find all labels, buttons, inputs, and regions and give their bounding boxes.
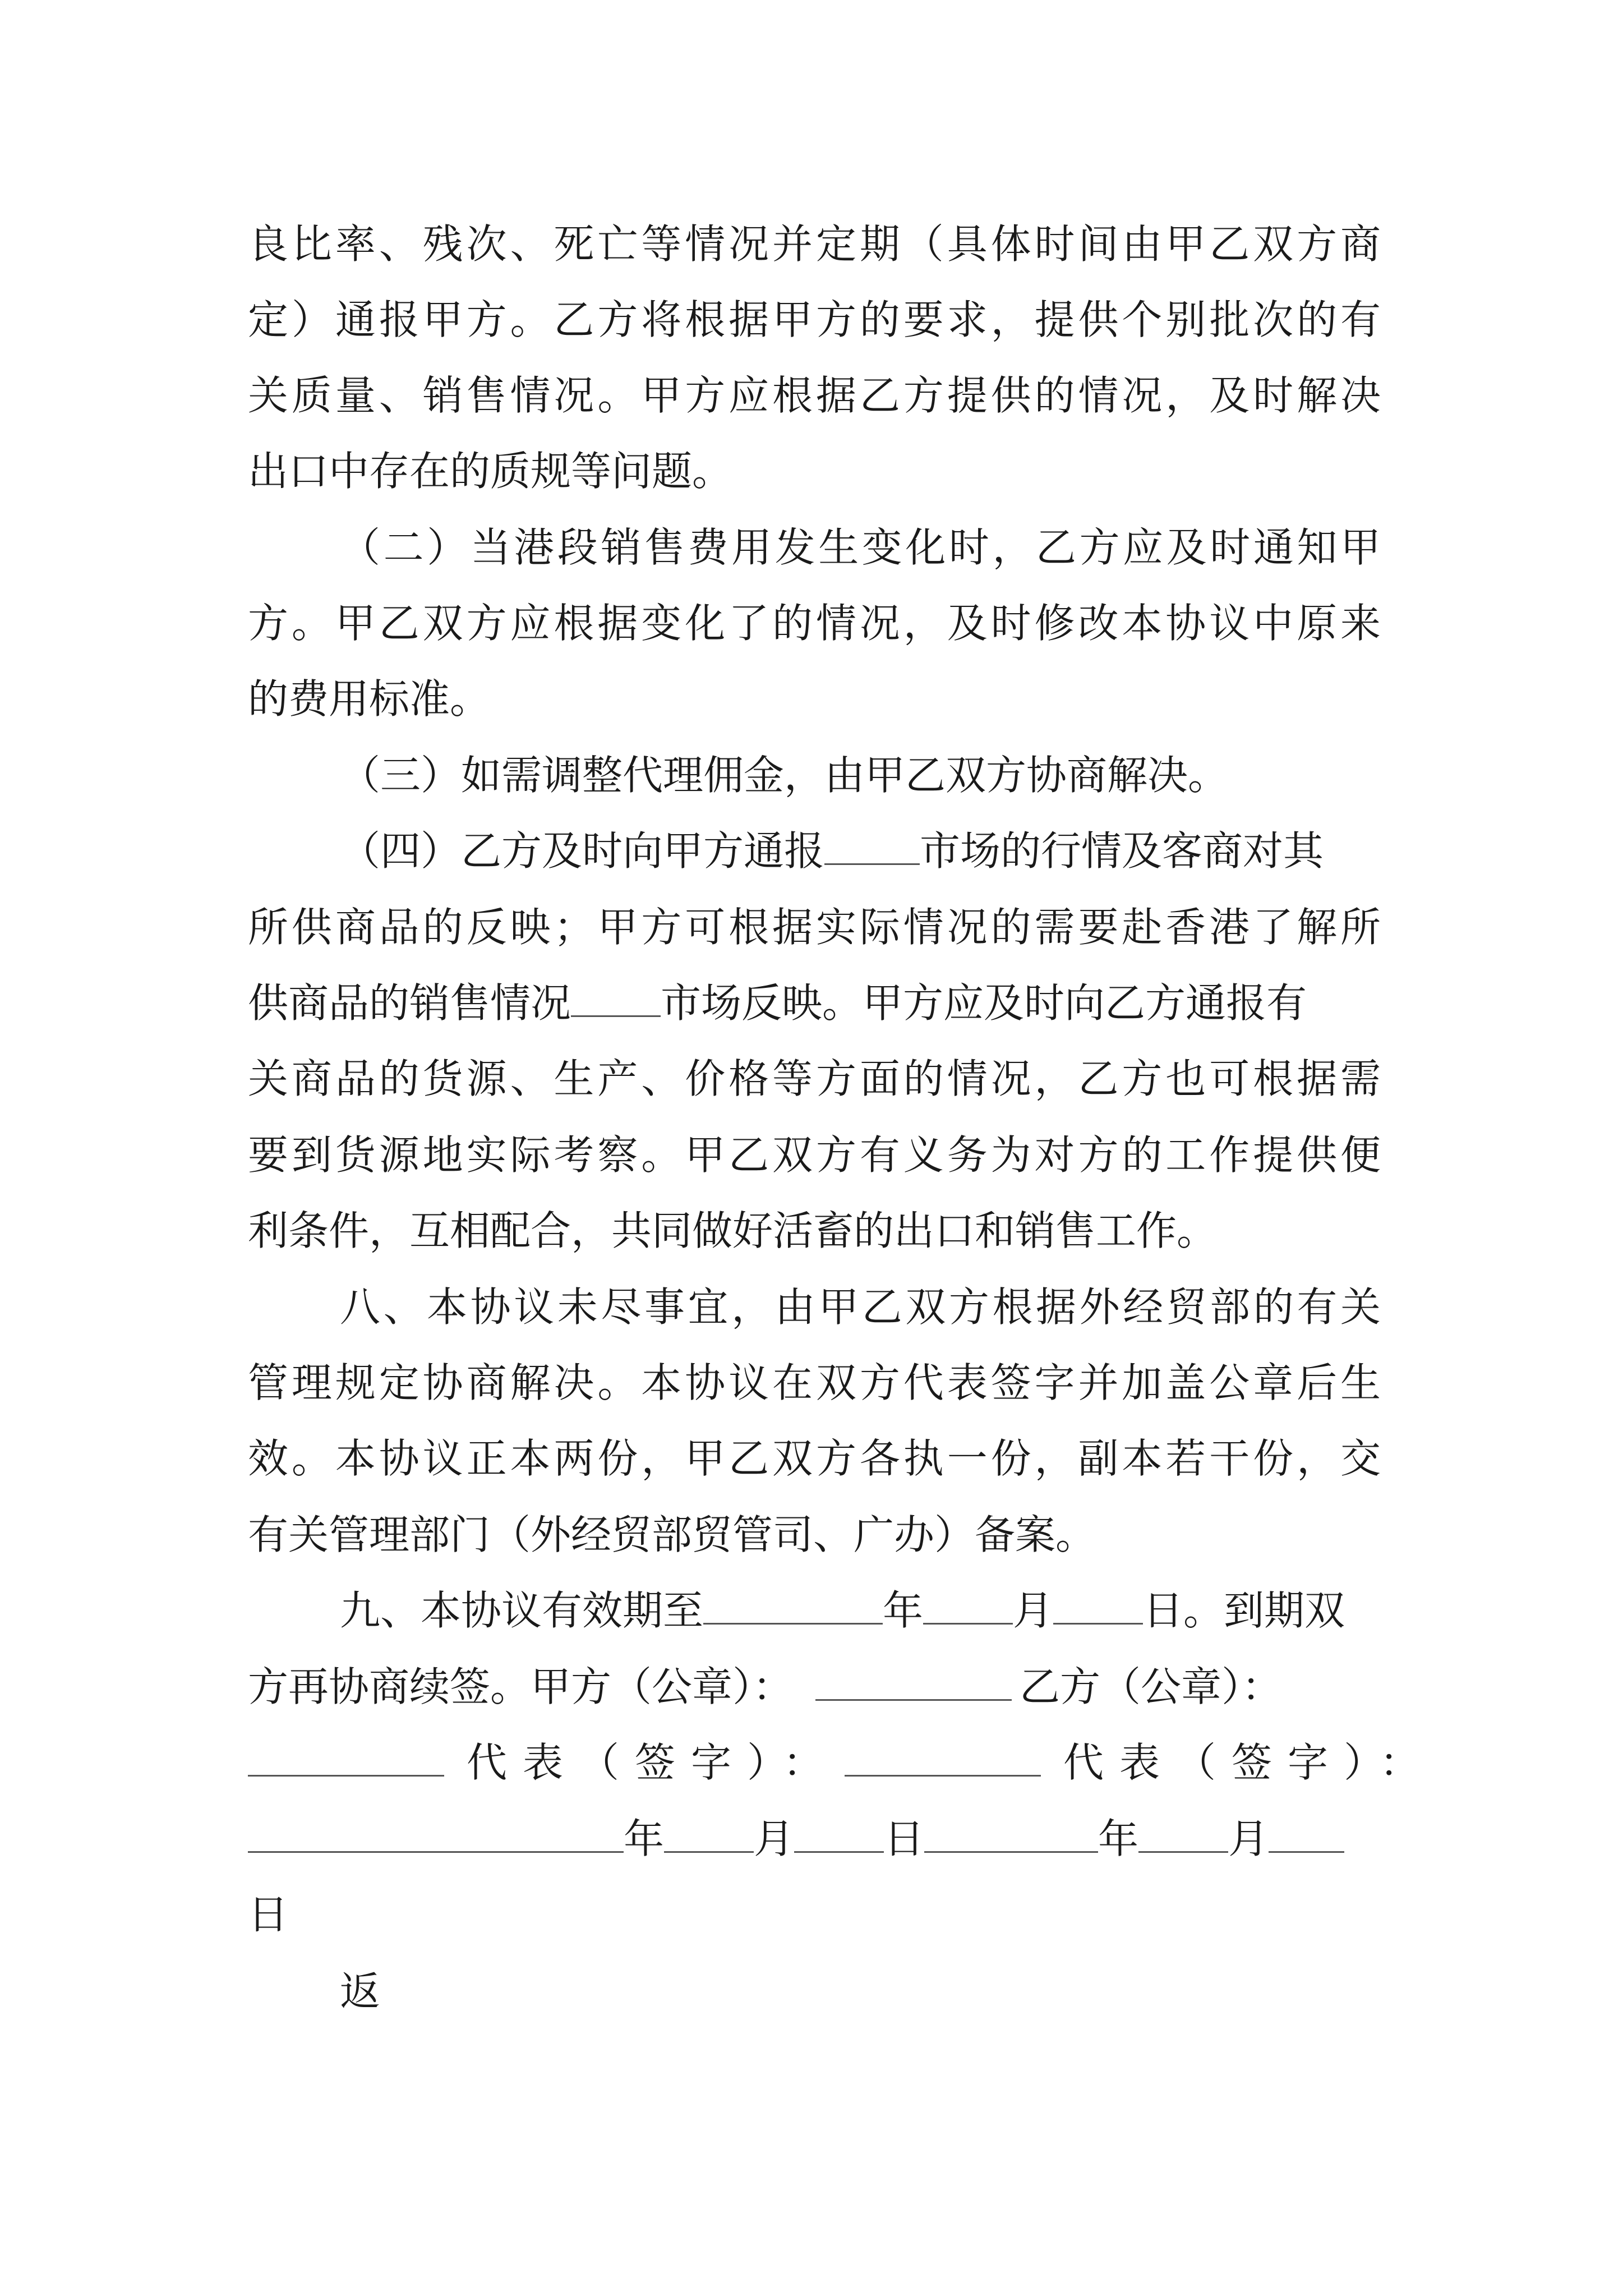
expiry-line bbox=[340, 1582, 1381, 1639]
party-a-rep-signature-blank[interactable] bbox=[845, 1741, 1041, 1777]
text-line: 关商品的货源、生产、价格等方面的情况，乙方也可根据需 bbox=[248, 1055, 1381, 1102]
fill-in-blank[interactable] bbox=[571, 982, 661, 1017]
text-segment: 乙方（公章）： bbox=[1020, 1663, 1283, 1710]
text-line: 要到货源地实际考察。甲乙双方有义务为对方的工作提供便 bbox=[248, 1131, 1381, 1179]
text-segment: 月 bbox=[754, 1815, 795, 1862]
party-a-seal-continued-blank[interactable] bbox=[248, 1741, 444, 1777]
text-segment: 代表（签字）： bbox=[467, 1739, 840, 1786]
day-blank[interactable] bbox=[1269, 1818, 1344, 1853]
text-segment: 日 bbox=[884, 1815, 925, 1862]
text-line: 效。本协议正本两份，甲乙双方各执一份，副本若干份，交 bbox=[248, 1435, 1381, 1482]
text-line: 所供商品的反映；甲方可根据实际情况的需要赴香港了解所 bbox=[248, 904, 1381, 951]
text-segment: 年 bbox=[1098, 1815, 1139, 1862]
text-line-with-blank bbox=[248, 975, 1381, 1031]
text-segment: （四）乙方及时向甲方通报 bbox=[340, 827, 825, 875]
party-a-seal-blank[interactable] bbox=[815, 1665, 1012, 1701]
party-b-year-blank[interactable] bbox=[924, 1818, 1098, 1853]
return-text: 返 bbox=[340, 1968, 381, 2015]
party-b-rep-signature-blank[interactable] bbox=[248, 1818, 624, 1853]
date-line bbox=[248, 1811, 1381, 1867]
text-line: 有关管理部门（外经贸部贸管司、广办）备案。 bbox=[248, 1511, 1096, 1558]
text-segment: 月 bbox=[1228, 1815, 1269, 1862]
text-segment: 市场的行情及客商对其 bbox=[920, 827, 1324, 875]
text-line: 的费用标准。 bbox=[248, 675, 491, 723]
text-segment: 年 bbox=[883, 1587, 924, 1634]
text-line: 定）通报甲方。乙方将根据甲方的要求，提供个别批次的有 bbox=[248, 296, 1381, 343]
text-line: 管理规定协商解决。本协议在双方代表签字并加盖公章后生 bbox=[248, 1359, 1381, 1406]
text-line: （二）当港段销售费用发生变化时，乙方应及时通知甲 bbox=[340, 524, 1381, 571]
seal-line bbox=[248, 1659, 1381, 1715]
text-segment: 月 bbox=[1013, 1587, 1054, 1634]
text-line: 方。甲乙双方应根据变化了的情况，及时修改本协议中原来 bbox=[248, 600, 1381, 647]
text-line: （三）如需调整代理佣金，由甲乙双方协商解决。 bbox=[340, 752, 1229, 799]
text-segment: 九、本协议有效期至 bbox=[340, 1587, 704, 1634]
month-blank[interactable] bbox=[1138, 1818, 1228, 1853]
text-line: 利条件，互相配合，共同做好活畜的出口和销售工作。 bbox=[248, 1207, 1218, 1254]
month-blank[interactable] bbox=[923, 1589, 1013, 1625]
month-blank[interactable] bbox=[664, 1818, 754, 1853]
day-blank[interactable] bbox=[1053, 1589, 1143, 1625]
text-segment: 供商品的销售情况 bbox=[248, 979, 571, 1027]
text-segment: 代表（签字）： bbox=[1063, 1739, 1436, 1786]
text-segment: 方再协商续签。甲方（公章）： bbox=[248, 1663, 794, 1710]
day-blank[interactable] bbox=[794, 1818, 884, 1853]
year-blank[interactable] bbox=[703, 1589, 883, 1625]
signature-line bbox=[248, 1734, 1436, 1791]
fill-in-blank[interactable] bbox=[824, 830, 920, 865]
text-line: 日 bbox=[248, 1891, 289, 1938]
text-line: 出口中存在的质规等问题。 bbox=[248, 448, 733, 495]
text-line: 良比率、残次、死亡等情况并定期（具体时间由甲乙双方商 bbox=[248, 220, 1381, 268]
text-line: 八、本协议未尽事宜，由甲乙双方根据外经贸部的有关 bbox=[340, 1283, 1381, 1331]
text-segment: 日。到期双 bbox=[1143, 1587, 1345, 1634]
text-segment: 市场反映。甲方应及时向乙方通报有 bbox=[661, 979, 1307, 1027]
text-segment: 年 bbox=[624, 1815, 665, 1862]
text-line: 关质量、销售情况。甲方应根据乙方提供的情况，及时解决 bbox=[248, 372, 1381, 419]
text-line-with-blank bbox=[340, 823, 1381, 879]
